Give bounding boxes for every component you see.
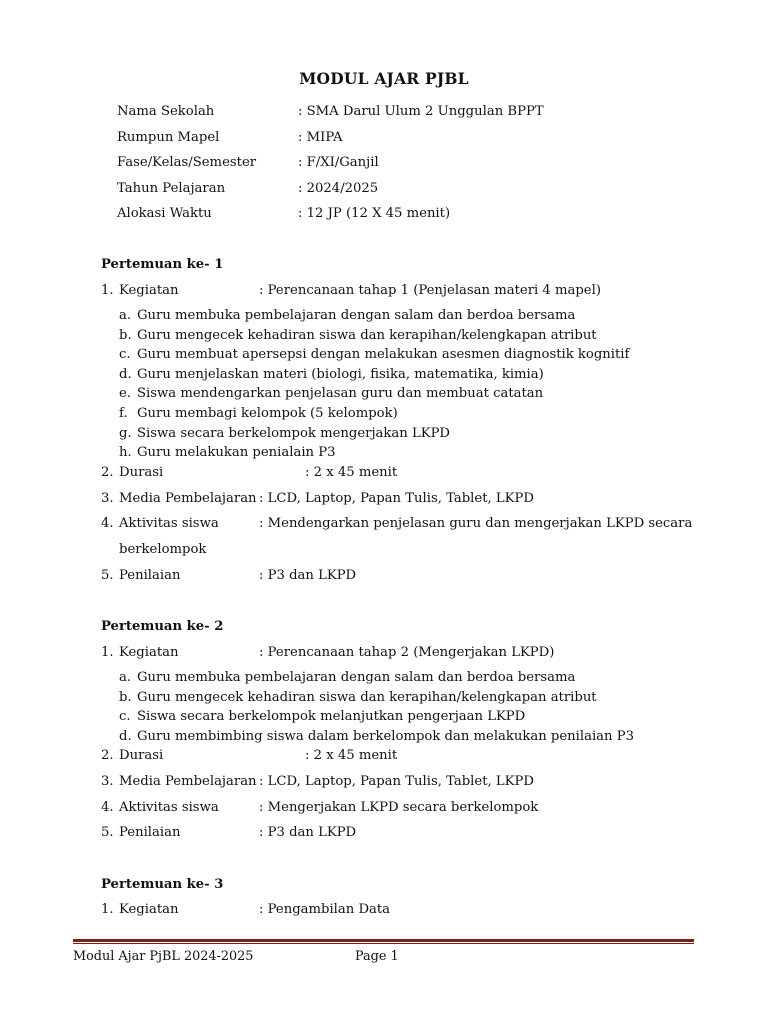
info-value: : SMA Darul Ulum 2 Unggulan BPPT (298, 104, 544, 119)
step-text: Guru membuka pembelajaran dengan salam dan berdoa bersama (137, 670, 576, 685)
step-text: Guru menjelaskan materi (biologi, fisika, matematika, kimia) (137, 367, 544, 382)
item-number: 2. (101, 465, 114, 480)
footer-doc-name: Modul Ajar PjBL 2024-2025 (73, 949, 254, 964)
item-label: Kegiatan (119, 283, 179, 298)
document-title: MODUL AJAR PJBL (299, 69, 469, 88)
info-value: : MIPA (298, 130, 343, 145)
step-letter: g. (119, 426, 132, 441)
item-label: Media Pembelajaran (119, 774, 257, 789)
meeting-2-heading: Pertemuan ke- 2 (101, 619, 224, 634)
item-label: Kegiatan (119, 645, 179, 660)
item-label: Aktivitas siswa (119, 800, 219, 815)
item-number: 3. (101, 774, 114, 789)
footer-page-number: Page 1 (355, 949, 399, 964)
item-number: 4. (101, 516, 114, 531)
footer-rule-thin (73, 943, 694, 944)
step-letter: b. (119, 690, 132, 705)
step-text: Guru mengecek kehadiran siswa dan kerapihan/kelengkapan atribut (137, 328, 597, 343)
item-value: : LCD, Laptop, Papan Tulis, Tablet, LKPD (259, 774, 534, 789)
step-letter: b. (119, 328, 132, 343)
item-number: 5. (101, 825, 114, 840)
item-value: : P3 dan LKPD (259, 825, 357, 840)
footer-rule-thick (73, 939, 694, 942)
item-label: Kegiatan (119, 902, 179, 917)
item-number: 4. (101, 800, 114, 815)
info-value: : 2024/2025 (298, 181, 379, 196)
meeting-3-heading: Pertemuan ke- 3 (101, 877, 224, 892)
step-text: Siswa secara berkelompok melanjutkan pengerjaan LKPD (137, 709, 526, 724)
step-letter: c. (119, 347, 131, 362)
item-value: : Perencanaan tahap 1 (Penjelasan materi 4 mapel) (259, 283, 601, 298)
item-label: Durasi (119, 748, 164, 763)
step-letter: c. (119, 709, 131, 724)
step-letter: a. (119, 308, 132, 323)
item-value: : Mendengarkan penjelasan guru dan mengerjakan LKPD secara (259, 516, 693, 531)
step-text: Guru membagi kelompok (5 kelompok) (137, 406, 398, 421)
item-number: 2. (101, 748, 114, 763)
item-value: : LCD, Laptop, Papan Tulis, Tablet, LKPD (259, 491, 534, 506)
item-value: : Mengerjakan LKPD secara berkelompok (259, 800, 539, 815)
step-text: Guru membuka pembelajaran dengan salam dan berdoa bersama (137, 308, 576, 323)
info-label: Nama Sekolah (117, 104, 215, 119)
item-number: 1. (101, 902, 114, 917)
item-label: Durasi (119, 465, 164, 480)
info-label: Rumpun Mapel (117, 130, 220, 145)
info-label: Alokasi Waktu (117, 206, 212, 221)
info-label: Fase/Kelas/Semester (117, 155, 257, 170)
step-text: Guru mengecek kehadiran siswa dan kerapihan/kelengkapan atribut (137, 690, 597, 705)
item-label: Aktivitas siswa (119, 516, 219, 531)
step-letter: e. (119, 386, 131, 401)
meeting-1-aktivitas-continuation: berkelompok (119, 542, 207, 557)
item-value: : P3 dan LKPD (259, 568, 357, 583)
item-number: 1. (101, 645, 114, 660)
step-letter: d. (119, 729, 132, 744)
info-value: : F/XI/Ganjil (298, 155, 379, 170)
meeting-1-heading: Pertemuan ke- 1 (101, 257, 224, 272)
step-text: Guru membuat apersepsi dengan melakukan asesmen diagnostik kognitif (137, 347, 630, 362)
item-label: Penilaian (119, 568, 181, 583)
item-value: : Pengambilan Data (259, 902, 391, 917)
step-text: Siswa secara berkelompok mengerjakan LKPD (137, 426, 451, 441)
item-number: 3. (101, 491, 114, 506)
step-letter: a. (119, 670, 132, 685)
item-number: 5. (101, 568, 114, 583)
step-text: Guru melakukan penialain P3 (137, 445, 336, 460)
step-text: Siswa mendengarkan penjelasan guru dan membuat catatan (137, 386, 544, 401)
step-letter: f. (119, 406, 128, 421)
item-number: 1. (101, 283, 114, 298)
info-value: : 12 JP (12 X 45 menit) (298, 206, 451, 221)
step-letter: h. (119, 445, 132, 460)
item-value: : 2 x 45 menit (305, 748, 398, 763)
info-label: Tahun Pelajaran (117, 181, 226, 196)
item-label: Penilaian (119, 825, 181, 840)
step-text: Guru membimbing siswa dalam berkelompok dan melakukan penilaian P3 (137, 729, 634, 744)
item-value: : Perencanaan tahap 2 (Mengerjakan LKPD) (259, 645, 555, 660)
step-letter: d. (119, 367, 132, 382)
item-label: Media Pembelajaran (119, 491, 257, 506)
item-value: : 2 x 45 menit (305, 465, 398, 480)
